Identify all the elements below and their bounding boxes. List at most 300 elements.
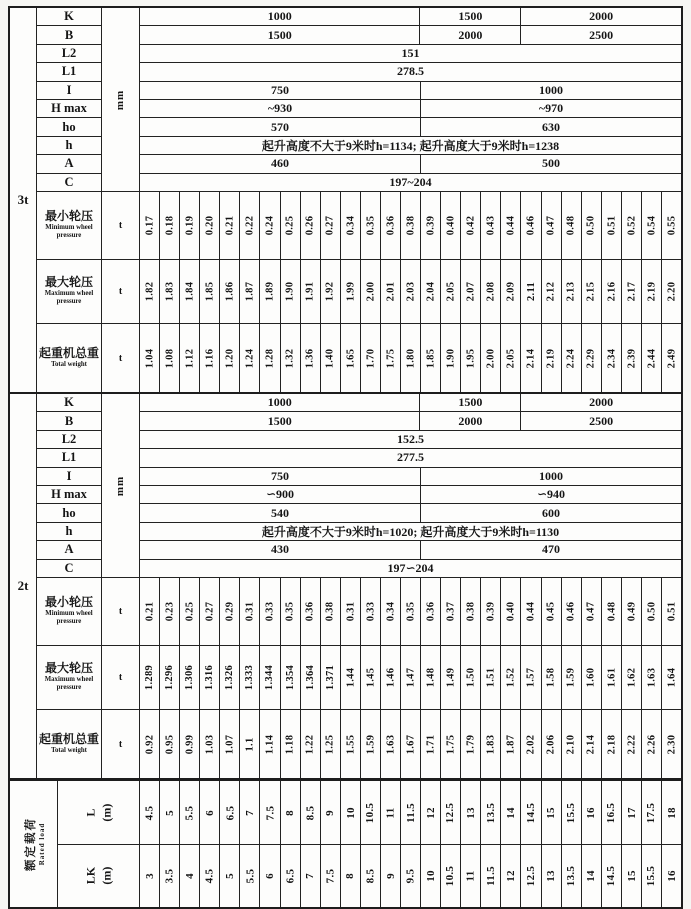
value-cell xyxy=(542,646,562,709)
value-cell xyxy=(220,646,240,709)
value-cell xyxy=(381,646,401,709)
value-text: 1.306 xyxy=(184,664,196,691)
span-LK-label-cell xyxy=(58,845,140,907)
value-text: 17.5 xyxy=(645,802,658,823)
value-cell: 2000 xyxy=(589,395,614,410)
value-text: 1.354 xyxy=(284,664,296,691)
value-cell xyxy=(381,192,401,259)
value-cell xyxy=(361,710,381,778)
value-cell: 277.5 xyxy=(397,450,424,465)
value-text: 1.49 xyxy=(445,667,457,688)
row-max-wheel-pressure xyxy=(37,646,681,710)
value-text: 1.61 xyxy=(605,667,617,688)
value-cell: 1000 xyxy=(140,394,420,411)
value-cell xyxy=(361,324,381,392)
value-cell xyxy=(401,845,421,907)
value-text: 1.371 xyxy=(324,664,336,691)
value-cell xyxy=(421,781,441,844)
value-text: 2.22 xyxy=(625,734,637,754)
value-cell xyxy=(662,324,681,392)
value-cell xyxy=(281,781,301,844)
value-text: 0.39 xyxy=(425,215,437,236)
value-cell xyxy=(240,646,260,709)
value-cell xyxy=(281,646,301,709)
param-label-ho: ho xyxy=(37,118,101,136)
param-label-C: C xyxy=(37,560,101,578)
value-text: 0.24 xyxy=(264,215,276,236)
value-text: 10.5 xyxy=(444,865,457,887)
value-cell xyxy=(321,260,341,323)
value-text: 2.30 xyxy=(666,734,678,754)
value-text: 1.36 xyxy=(304,348,316,368)
value-text: 1.89 xyxy=(264,281,276,302)
value-cell: 630 xyxy=(542,119,560,134)
value-cell xyxy=(301,578,321,645)
max-wheel-pressure-values xyxy=(140,260,681,323)
value-cell xyxy=(501,646,521,709)
value-text: 15 xyxy=(625,870,638,882)
value-text: 2.08 xyxy=(485,281,497,302)
value-text: 14 xyxy=(585,870,598,882)
value-text: 1.55 xyxy=(344,734,356,754)
max-wheel-pressure-label-cn: 最大轮压 xyxy=(44,275,93,290)
value-cell xyxy=(662,710,681,778)
value-cell xyxy=(622,260,642,323)
rated-load-label-cell xyxy=(10,781,58,907)
value-cell xyxy=(562,646,582,709)
total-weight-values xyxy=(140,710,681,778)
value-text: 5.5 xyxy=(183,805,196,820)
value-cell: 1000 xyxy=(140,8,420,25)
value-cell: 2000 xyxy=(589,9,614,24)
value-text: 7.5 xyxy=(264,805,276,820)
value-text: 10 xyxy=(344,806,357,819)
value-cell xyxy=(421,192,441,259)
value-text: 14 xyxy=(504,806,517,819)
value-cell xyxy=(240,781,260,844)
value-cell: 152.5 xyxy=(397,432,424,447)
value-text: 1.40 xyxy=(324,348,336,368)
max-wheel-pressure-label-en: Maximum wheel pressure xyxy=(44,675,94,692)
value-text: 2.14 xyxy=(525,348,537,368)
value-cell xyxy=(521,781,541,844)
value-text: 1.344 xyxy=(264,664,276,691)
unit-cell-mm xyxy=(102,8,140,192)
value-text: 0.35 xyxy=(405,601,417,622)
value-text: 2.14 xyxy=(585,734,597,754)
value-text: 2.44 xyxy=(645,348,657,368)
param-label-h: h xyxy=(37,523,101,541)
total-weight-values xyxy=(140,324,681,392)
value-text: 18 xyxy=(665,806,678,819)
value-text: 13 xyxy=(545,870,558,882)
value-cell xyxy=(341,710,361,778)
row-min-wheel-pressure xyxy=(37,578,681,646)
value-cell xyxy=(521,324,541,392)
value-text: 0.36 xyxy=(384,215,396,236)
value-cell: ∽940 xyxy=(536,487,566,502)
value-text: 1.86 xyxy=(224,281,236,302)
value-text: 1.87 xyxy=(244,281,256,302)
value-text: 7.5 xyxy=(324,868,337,884)
param-label-L1: L1 xyxy=(37,449,101,467)
value-text: 1.316 xyxy=(204,664,216,691)
value-cell xyxy=(140,578,160,645)
value-text: 3 xyxy=(143,873,156,879)
value-cell xyxy=(301,646,321,709)
value-cell xyxy=(361,578,381,645)
value-text: 15 xyxy=(545,806,558,819)
value-cell xyxy=(441,710,461,778)
value-text: 5.5 xyxy=(243,868,256,884)
row-K-values xyxy=(140,394,681,412)
unit-cell-t: t xyxy=(102,578,140,645)
min-wheel-pressure-label-en: Minimum wheel pressure xyxy=(45,609,93,626)
value-cell xyxy=(582,260,602,323)
value-text: 17 xyxy=(625,806,638,819)
value-text: 0.34 xyxy=(384,601,396,622)
value-text: 5 xyxy=(163,809,176,816)
value-cell xyxy=(562,845,582,907)
row-span-LK xyxy=(58,845,681,907)
dimension-value-rows xyxy=(140,8,681,192)
total-weight-label-en: Total weight xyxy=(51,746,87,754)
value-cell xyxy=(521,260,541,323)
unit-cell-t: t xyxy=(102,324,140,392)
value-text: 1.32 xyxy=(284,348,296,368)
value-cell xyxy=(501,710,521,778)
value-cell: 151 xyxy=(401,46,420,61)
value-cell xyxy=(321,845,341,907)
row-Hmax-values xyxy=(140,100,681,118)
value-cell: 2500 xyxy=(589,413,614,428)
value-cell xyxy=(582,192,602,259)
unit-cell-t: t xyxy=(102,192,140,259)
row-B-values xyxy=(140,412,681,430)
row-I-values xyxy=(140,468,681,486)
value-text: 14.5 xyxy=(525,802,538,823)
value-text: 1.04 xyxy=(144,348,156,368)
value-cell xyxy=(461,781,481,844)
value-cell xyxy=(622,646,642,709)
value-cell xyxy=(200,710,220,778)
value-cell xyxy=(562,324,582,392)
value-cell xyxy=(521,192,541,259)
unit-cell-t: t xyxy=(102,646,140,709)
param-label-h: h xyxy=(37,137,101,155)
value-cell xyxy=(160,845,180,907)
value-text: 6 xyxy=(264,873,276,879)
value-cell xyxy=(401,260,421,323)
span-LK-unit: (m) xyxy=(98,867,113,885)
value-cell xyxy=(642,646,662,709)
value-text: 2.01 xyxy=(384,281,396,302)
value-text: 2.26 xyxy=(645,734,657,754)
row-Hmax-values xyxy=(140,486,681,504)
value-text: 1.24 xyxy=(244,348,256,368)
crane-spec-table xyxy=(8,6,683,909)
value-cell xyxy=(602,578,622,645)
value-cell xyxy=(180,578,200,645)
row-L1-values xyxy=(140,449,681,467)
value-cell xyxy=(220,192,240,259)
value-cell: 500 xyxy=(542,156,560,171)
value-cell xyxy=(220,324,240,392)
value-text: 15.5 xyxy=(645,865,658,887)
value-text: 1.22 xyxy=(304,734,316,754)
value-cell xyxy=(361,646,381,709)
value-cell xyxy=(200,845,220,907)
value-text: 2.00 xyxy=(364,281,376,302)
value-text: 15.5 xyxy=(565,802,578,823)
min-wheel-pressure-label xyxy=(37,192,102,259)
value-text: 1.92 xyxy=(324,281,336,302)
value-cell xyxy=(542,260,562,323)
value-text: 0.54 xyxy=(645,215,657,236)
value-cell xyxy=(501,260,521,323)
value-cell xyxy=(180,710,200,778)
value-cell xyxy=(160,710,180,778)
value-cell xyxy=(180,781,200,844)
value-text: 0.20 xyxy=(204,215,216,236)
value-cell xyxy=(642,578,662,645)
value-cell xyxy=(622,578,642,645)
value-cell xyxy=(341,646,361,709)
value-cell: 2000 xyxy=(420,412,521,429)
row-L2-values xyxy=(140,45,681,63)
span-L-label-cell xyxy=(58,781,140,844)
value-cell xyxy=(622,192,642,259)
value-cell xyxy=(602,646,622,709)
param-label-L2: L2 xyxy=(37,431,101,449)
value-text: 0.42 xyxy=(465,215,477,236)
section-2t-dimensions xyxy=(37,394,681,578)
value-text: 1.99 xyxy=(344,281,356,302)
value-cell xyxy=(260,578,280,645)
param-label-K: K xyxy=(37,8,101,26)
value-cell: 1000 xyxy=(539,468,563,483)
value-text: 13.5 xyxy=(565,865,578,887)
value-text: 11.5 xyxy=(484,866,497,886)
value-cell: 278.5 xyxy=(397,64,424,79)
value-cell xyxy=(642,260,662,323)
value-text: 1.75 xyxy=(384,348,396,368)
value-text: 2.05 xyxy=(505,348,517,368)
value-cell xyxy=(341,260,361,323)
value-cell xyxy=(301,845,321,907)
value-text: 0.49 xyxy=(625,601,637,622)
row-B-values xyxy=(140,26,681,44)
value-text: 1.1 xyxy=(244,736,256,752)
value-cell xyxy=(160,324,180,392)
value-text: 1.80 xyxy=(405,348,417,368)
value-text: 1.59 xyxy=(364,734,376,754)
value-cell xyxy=(341,578,361,645)
value-text: 1.48 xyxy=(425,667,437,688)
value-cell xyxy=(260,192,280,259)
param-label-A: A xyxy=(37,541,101,559)
row-A-values xyxy=(140,155,681,173)
total-weight-label xyxy=(37,710,102,778)
section-2t xyxy=(10,394,681,781)
value-text: 2.09 xyxy=(505,281,517,302)
value-cell xyxy=(441,260,461,323)
value-text: 12.5 xyxy=(525,865,538,887)
value-cell xyxy=(260,260,280,323)
param-label-C: C xyxy=(37,174,101,192)
value-text: 0.34 xyxy=(344,215,356,236)
value-text: 2.05 xyxy=(445,281,457,302)
value-text: 1.57 xyxy=(525,667,537,688)
value-cell xyxy=(662,578,681,645)
value-text: 1.85 xyxy=(204,281,216,302)
value-text: 1.59 xyxy=(565,667,577,688)
value-cell: 460 xyxy=(140,155,421,172)
value-text: 0.40 xyxy=(505,601,517,622)
value-cell: 600 xyxy=(542,505,560,520)
value-text: 1.03 xyxy=(204,734,216,754)
value-text: 0.46 xyxy=(565,601,577,622)
value-text: 1.12 xyxy=(184,348,196,368)
value-cell xyxy=(200,260,220,323)
value-cell xyxy=(582,324,602,392)
value-cell xyxy=(321,646,341,709)
value-cell: 197~204 xyxy=(389,174,432,189)
value-cell xyxy=(321,781,341,844)
value-text: 2.49 xyxy=(666,348,678,368)
span-L-unit: (m) xyxy=(98,803,113,822)
value-text: 9 xyxy=(384,873,397,879)
value-text: 1.289 xyxy=(144,664,156,691)
value-text: 0.51 xyxy=(605,215,617,236)
value-cell xyxy=(481,324,501,392)
span-rows xyxy=(58,781,681,907)
value-cell xyxy=(401,710,421,778)
param-label-K: K xyxy=(37,394,101,412)
value-cell xyxy=(381,845,401,907)
value-text: 2.07 xyxy=(465,281,477,302)
value-text: 1.84 xyxy=(184,281,196,302)
value-cell xyxy=(321,710,341,778)
rated-load-label xyxy=(22,817,46,871)
value-text: 0.47 xyxy=(585,601,597,622)
value-text: 0.44 xyxy=(505,215,517,236)
value-text: 2.03 xyxy=(405,281,417,302)
section-label-2t: 2t xyxy=(10,394,37,778)
value-cell xyxy=(260,781,280,844)
value-text: 0.45 xyxy=(545,601,557,622)
value-cell xyxy=(281,260,301,323)
value-cell xyxy=(521,646,541,709)
value-cell xyxy=(501,578,521,645)
max-wheel-pressure-label xyxy=(37,646,102,709)
value-text: 8 xyxy=(344,873,357,879)
value-cell xyxy=(281,710,301,778)
value-cell xyxy=(622,710,642,778)
param-label-Hmax: H max xyxy=(37,486,101,504)
row-L1-values xyxy=(140,63,681,81)
value-cell xyxy=(642,710,662,778)
value-text: 2.20 xyxy=(666,281,678,302)
value-text: 1.91 xyxy=(304,281,316,302)
value-text: 7 xyxy=(304,873,317,879)
value-text: 6.5 xyxy=(284,868,297,884)
value-cell: 1500 xyxy=(420,394,521,411)
value-text: 0.23 xyxy=(164,601,176,622)
value-text: 1.63 xyxy=(384,734,396,754)
value-text: 0.33 xyxy=(364,601,376,622)
value-text: 1.25 xyxy=(324,734,336,754)
value-text: 12 xyxy=(504,870,517,882)
value-cell xyxy=(240,710,260,778)
value-text: 1.16 xyxy=(204,348,216,368)
value-text: 4.5 xyxy=(203,868,216,884)
value-cell xyxy=(501,324,521,392)
value-cell xyxy=(240,324,260,392)
param-label-B: B xyxy=(37,412,101,430)
value-text: 0.55 xyxy=(666,215,678,236)
param-label-I: I xyxy=(37,82,101,100)
value-cell xyxy=(542,710,562,778)
value-cell xyxy=(160,578,180,645)
value-cell xyxy=(220,781,240,844)
value-text: 10 xyxy=(424,870,437,882)
value-text: 0.27 xyxy=(324,215,336,236)
row-h-values xyxy=(140,137,681,155)
value-text: 1.60 xyxy=(585,667,597,688)
value-text: 0.36 xyxy=(304,601,316,622)
value-text: 1.82 xyxy=(144,281,156,302)
value-cell: 2000 xyxy=(420,26,521,43)
value-cell xyxy=(562,781,582,844)
value-text: 8.5 xyxy=(304,805,317,820)
value-text: 2.29 xyxy=(585,348,597,368)
value-cell xyxy=(481,260,501,323)
value-cell xyxy=(461,260,481,323)
value-cell xyxy=(622,324,642,392)
value-text: 8.5 xyxy=(364,868,377,884)
value-cell xyxy=(542,845,562,907)
value-text: 1.45 xyxy=(364,667,376,688)
value-cell xyxy=(562,260,582,323)
value-cell xyxy=(341,192,361,259)
value-text: 0.18 xyxy=(164,215,176,236)
row-K-values xyxy=(140,8,681,26)
value-cell xyxy=(562,710,582,778)
value-cell xyxy=(281,845,301,907)
value-text: 1.46 xyxy=(384,667,396,688)
value-cell xyxy=(622,845,642,907)
value-cell xyxy=(542,324,562,392)
value-cell xyxy=(281,324,301,392)
value-text: 11.5 xyxy=(404,802,417,823)
value-cell xyxy=(421,260,441,323)
value-text: 1.14 xyxy=(264,734,276,754)
max-wheel-pressure-label-en: Maximum wheel pressure xyxy=(44,289,94,306)
value-text: 1.58 xyxy=(545,667,557,688)
value-cell xyxy=(281,578,301,645)
value-cell xyxy=(602,192,622,259)
value-text: 1.333 xyxy=(244,664,256,691)
value-cell xyxy=(160,260,180,323)
value-cell xyxy=(361,192,381,259)
value-cell xyxy=(562,578,582,645)
value-cell xyxy=(441,646,461,709)
value-cell xyxy=(281,192,301,259)
span-L-symbol: L xyxy=(82,808,97,817)
total-weight-label-cn: 起重机总重 xyxy=(38,731,99,746)
value-text: 5 xyxy=(223,873,236,879)
